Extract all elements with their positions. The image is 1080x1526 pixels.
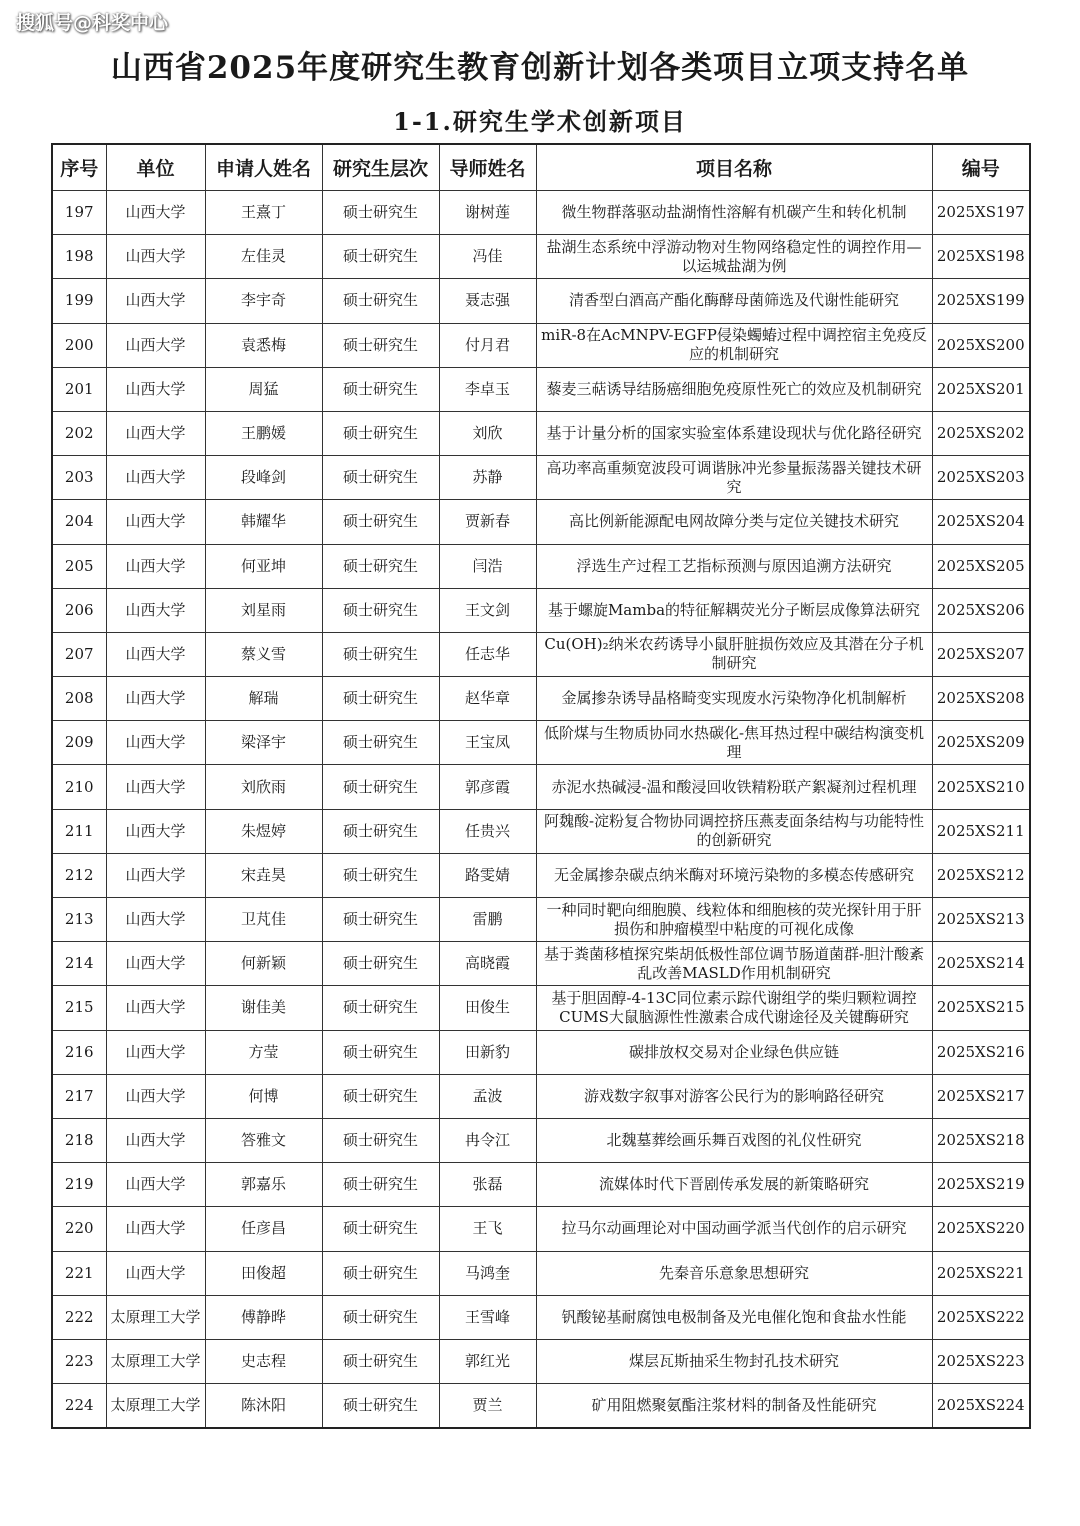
row-index: 206 [52, 588, 106, 632]
row-unit: 山西大学 [106, 367, 205, 411]
row-level: 硕士研究生 [322, 1074, 439, 1118]
row-code: 2025XS207 [932, 632, 1030, 676]
row-code: 2025XS206 [932, 588, 1030, 632]
row-code: 2025XS221 [932, 1251, 1030, 1295]
row-unit: 山西大学 [106, 809, 205, 853]
row-project: 阿魏酸-淀粉复合物协同调控挤压燕麦面条结构与功能特性的创新研究 [536, 809, 932, 853]
page-title: 山西省2025年度研究生教育创新计划各类项目立项支持名单 [110, 50, 970, 86]
row-applicant: 韩耀华 [205, 500, 322, 544]
row-code: 2025XS215 [932, 986, 1030, 1030]
row-advisor: 郭彦霞 [439, 765, 536, 809]
header-level: 研究生层次 [322, 144, 439, 191]
row-index: 201 [52, 367, 106, 411]
row-code: 2025XS202 [932, 411, 1030, 455]
row-index: 223 [52, 1339, 106, 1383]
table-body [52, 191, 1030, 1429]
table-row [52, 411, 1030, 455]
header-code: 编号 [932, 144, 1030, 191]
row-applicant: 答雅文 [205, 1118, 322, 1162]
row-code: 2025XS208 [932, 677, 1030, 721]
row-code: 2025XS214 [932, 942, 1030, 986]
row-code: 2025XS199 [932, 279, 1030, 323]
row-advisor: 贾兰 [439, 1384, 536, 1429]
table-row [52, 898, 1030, 942]
row-advisor: 马鸿奎 [439, 1251, 536, 1295]
row-unit: 山西大学 [106, 986, 205, 1030]
row-level: 硕士研究生 [322, 677, 439, 721]
row-index: 207 [52, 632, 106, 676]
row-applicant: 袁悉梅 [205, 323, 322, 367]
row-code: 2025XS210 [932, 765, 1030, 809]
row-index: 214 [52, 942, 106, 986]
row-project: 微生物群落驱动盐湖惰性溶解有机碳产生和转化机制 [536, 191, 932, 235]
row-unit: 山西大学 [106, 1207, 205, 1251]
row-project: 高功率高重频宽波段可调谐脉冲光参量振荡器关键技术研究 [536, 456, 932, 500]
row-advisor: 贾新春 [439, 500, 536, 544]
row-applicant: 刘星雨 [205, 588, 322, 632]
row-advisor: 赵华章 [439, 677, 536, 721]
row-applicant: 任彦昌 [205, 1207, 322, 1251]
row-unit: 山西大学 [106, 1074, 205, 1118]
row-code: 2025XS220 [932, 1207, 1030, 1251]
row-advisor: 郭红光 [439, 1339, 536, 1383]
row-code: 2025XS217 [932, 1074, 1030, 1118]
row-level: 硕士研究生 [322, 1207, 439, 1251]
row-unit: 山西大学 [106, 1118, 205, 1162]
table-row [52, 677, 1030, 721]
row-project: 金属掺杂诱导晶格畸变实现废水污染物净化机制解析 [536, 677, 932, 721]
row-unit: 山西大学 [106, 191, 205, 235]
table-row [52, 1074, 1030, 1118]
row-code: 2025XS223 [932, 1339, 1030, 1383]
table-row [52, 500, 1030, 544]
row-level: 硕士研究生 [322, 1118, 439, 1162]
row-project: 无金属掺杂碳点纳米酶对环境污染物的多模态传感研究 [536, 853, 932, 897]
table-row [52, 1118, 1030, 1162]
section-subtitle: 1-1.研究生学术创新项目 [393, 107, 687, 136]
row-applicant: 陈沐阳 [205, 1384, 322, 1429]
row-code: 2025XS224 [932, 1384, 1030, 1429]
row-applicant: 方莹 [205, 1030, 322, 1074]
row-unit: 山西大学 [106, 942, 205, 986]
row-unit: 山西大学 [106, 721, 205, 765]
table-row [52, 323, 1030, 367]
row-index: 224 [52, 1384, 106, 1429]
row-level: 硕士研究生 [322, 279, 439, 323]
row-unit: 太原理工大学 [106, 1295, 205, 1339]
row-project: 盐湖生态系统中浮游动物对生物网络稳定性的调控作用—以运城盐湖为例 [536, 235, 932, 279]
row-applicant: 朱煜婷 [205, 809, 322, 853]
watermark-text: 搜狐号@科奖中心 [16, 12, 169, 34]
row-advisor: 冯佳 [439, 235, 536, 279]
row-index: 199 [52, 279, 106, 323]
row-code: 2025XS203 [932, 456, 1030, 500]
row-code: 2025XS218 [932, 1118, 1030, 1162]
table-row [52, 1207, 1030, 1251]
row-advisor: 李卓玉 [439, 367, 536, 411]
row-level: 硕士研究生 [322, 235, 439, 279]
row-project: 浮选生产过程工艺指标预测与原因追溯方法研究 [536, 544, 932, 588]
row-advisor: 雷鹏 [439, 898, 536, 942]
table-row [52, 632, 1030, 676]
header-applicant: 申请人姓名 [205, 144, 322, 191]
row-project: 钒酸铋基耐腐蚀电极制备及光电催化饱和食盐水性能 [536, 1295, 932, 1339]
row-advisor: 聂志强 [439, 279, 536, 323]
table-row [52, 853, 1030, 897]
row-applicant: 田俊超 [205, 1251, 322, 1295]
row-level: 硕士研究生 [322, 544, 439, 588]
row-level: 硕士研究生 [322, 411, 439, 455]
row-applicant: 何亚坤 [205, 544, 322, 588]
row-unit: 太原理工大学 [106, 1339, 205, 1383]
table-row [52, 235, 1030, 279]
row-unit: 山西大学 [106, 1030, 205, 1074]
row-unit: 山西大学 [106, 765, 205, 809]
row-code: 2025XS205 [932, 544, 1030, 588]
row-level: 硕士研究生 [322, 1163, 439, 1207]
row-project: 高比例新能源配电网故障分类与定位关键技术研究 [536, 500, 932, 544]
row-index: 216 [52, 1030, 106, 1074]
row-advisor: 田新豹 [439, 1030, 536, 1074]
row-index: 219 [52, 1163, 106, 1207]
row-advisor: 刘欣 [439, 411, 536, 455]
row-unit: 山西大学 [106, 323, 205, 367]
row-project: 一种同时靶向细胞膜、线粒体和细胞核的荧光探针用于肝损伤和肿瘤模型中粘度的可视化成像 [536, 898, 932, 942]
row-applicant: 王鹏媛 [205, 411, 322, 455]
row-advisor: 付月君 [439, 323, 536, 367]
row-code: 2025XS213 [932, 898, 1030, 942]
row-level: 硕士研究生 [322, 898, 439, 942]
row-project: 基于粪菌移植探究柴胡低极性部位调节肠道菌群-胆汁酸紊乱改善MASLD作用机制研究 [536, 942, 932, 986]
table-row [52, 809, 1030, 853]
row-unit: 山西大学 [106, 544, 205, 588]
row-unit: 山西大学 [106, 588, 205, 632]
row-index: 218 [52, 1118, 106, 1162]
row-advisor: 王雪峰 [439, 1295, 536, 1339]
row-code: 2025XS209 [932, 721, 1030, 765]
row-advisor: 闫浩 [439, 544, 536, 588]
row-level: 硕士研究生 [322, 853, 439, 897]
row-level: 硕士研究生 [322, 1251, 439, 1295]
row-unit: 山西大学 [106, 632, 205, 676]
row-index: 210 [52, 765, 106, 809]
table-row [52, 1384, 1030, 1429]
row-level: 硕士研究生 [322, 1295, 439, 1339]
row-advisor: 路雯婧 [439, 853, 536, 897]
row-index: 212 [52, 853, 106, 897]
row-advisor: 王飞 [439, 1207, 536, 1251]
project-table [51, 143, 1031, 1429]
header-unit: 单位 [106, 144, 205, 191]
row-advisor: 苏静 [439, 456, 536, 500]
table-row [52, 367, 1030, 411]
row-level: 硕士研究生 [322, 1339, 439, 1383]
row-code: 2025XS197 [932, 191, 1030, 235]
row-applicant: 谢佳美 [205, 986, 322, 1030]
row-level: 硕士研究生 [322, 809, 439, 853]
table-row [52, 191, 1030, 235]
row-level: 硕士研究生 [322, 942, 439, 986]
row-advisor: 孟波 [439, 1074, 536, 1118]
row-code: 2025XS211 [932, 809, 1030, 853]
row-code: 2025XS198 [932, 235, 1030, 279]
row-unit: 山西大学 [106, 456, 205, 500]
row-index: 200 [52, 323, 106, 367]
row-project: 先秦音乐意象思想研究 [536, 1251, 932, 1295]
row-applicant: 史志程 [205, 1339, 322, 1383]
row-applicant: 何新颖 [205, 942, 322, 986]
row-advisor: 高晓霞 [439, 942, 536, 986]
table-row [52, 588, 1030, 632]
row-applicant: 左佳灵 [205, 235, 322, 279]
row-project: 赤泥水热碱浸-温和酸浸回收铁精粉联产絮凝剂过程机理 [536, 765, 932, 809]
row-applicant: 宋垚昊 [205, 853, 322, 897]
row-level: 硕士研究生 [322, 632, 439, 676]
row-index: 209 [52, 721, 106, 765]
row-code: 2025XS216 [932, 1030, 1030, 1074]
row-index: 205 [52, 544, 106, 588]
row-level: 硕士研究生 [322, 721, 439, 765]
table-header-row [52, 144, 1030, 191]
row-unit: 山西大学 [106, 500, 205, 544]
row-project: 煤层瓦斯抽采生物封孔技术研究 [536, 1339, 932, 1383]
row-project: 流媒体时代下晋剧传承发展的新策略研究 [536, 1163, 932, 1207]
row-project: 拉马尔动画理论对中国动画学派当代创作的启示研究 [536, 1207, 932, 1251]
table-row [52, 942, 1030, 986]
row-unit: 山西大学 [106, 1251, 205, 1295]
row-project: 基于螺旋Mamba的特征解耦荧光分子断层成像算法研究 [536, 588, 932, 632]
table-row [52, 1030, 1030, 1074]
row-index: 217 [52, 1074, 106, 1118]
table-row [52, 765, 1030, 809]
row-index: 221 [52, 1251, 106, 1295]
header-advisor: 导师姓名 [439, 144, 536, 191]
row-applicant: 李宇奇 [205, 279, 322, 323]
row-project: 游戏数字叙事对游客公民行为的影响路径研究 [536, 1074, 932, 1118]
row-level: 硕士研究生 [322, 765, 439, 809]
row-index: 220 [52, 1207, 106, 1251]
row-level: 硕士研究生 [322, 323, 439, 367]
row-unit: 太原理工大学 [106, 1384, 205, 1429]
table-row [52, 456, 1030, 500]
row-applicant: 周猛 [205, 367, 322, 411]
row-level: 硕士研究生 [322, 588, 439, 632]
row-level: 硕士研究生 [322, 1384, 439, 1429]
row-index: 202 [52, 411, 106, 455]
row-advisor: 冉令江 [439, 1118, 536, 1162]
row-index: 211 [52, 809, 106, 853]
row-level: 硕士研究生 [322, 191, 439, 235]
table-row [52, 1163, 1030, 1207]
row-unit: 山西大学 [106, 1163, 205, 1207]
row-applicant: 何博 [205, 1074, 322, 1118]
table-row [52, 721, 1030, 765]
row-index: 203 [52, 456, 106, 500]
table-row [52, 1339, 1030, 1383]
row-applicant: 卫芃佳 [205, 898, 322, 942]
row-index: 213 [52, 898, 106, 942]
table-row [52, 544, 1030, 588]
row-index: 208 [52, 677, 106, 721]
row-project: 北魏墓葬绘画乐舞百戏图的礼仪性研究 [536, 1118, 932, 1162]
row-advisor: 任贵兴 [439, 809, 536, 853]
row-level: 硕士研究生 [322, 1030, 439, 1074]
row-index: 222 [52, 1295, 106, 1339]
table-row [52, 1251, 1030, 1295]
row-applicant: 梁泽宇 [205, 721, 322, 765]
table-row [52, 986, 1030, 1030]
row-index: 204 [52, 500, 106, 544]
row-code: 2025XS200 [932, 323, 1030, 367]
row-applicant: 刘欣雨 [205, 765, 322, 809]
row-applicant: 解瑞 [205, 677, 322, 721]
header-project: 项目名称 [536, 144, 932, 191]
row-index: 215 [52, 986, 106, 1030]
row-code: 2025XS201 [932, 367, 1030, 411]
row-applicant: 傅静晔 [205, 1295, 322, 1339]
row-project: 基于计量分析的国家实验室体系建设现状与优化路径研究 [536, 411, 932, 455]
row-advisor: 田俊生 [439, 986, 536, 1030]
row-level: 硕士研究生 [322, 500, 439, 544]
row-code: 2025XS212 [932, 853, 1030, 897]
row-advisor: 谢树莲 [439, 191, 536, 235]
row-code: 2025XS219 [932, 1163, 1030, 1207]
row-code: 2025XS222 [932, 1295, 1030, 1339]
row-advisor: 王文剑 [439, 588, 536, 632]
row-applicant: 郭嘉乐 [205, 1163, 322, 1207]
row-project: 矿用阻燃聚氨酯注浆材料的制备及性能研究 [536, 1384, 932, 1429]
row-advisor: 张磊 [439, 1163, 536, 1207]
row-unit: 山西大学 [106, 677, 205, 721]
table-row [52, 1295, 1030, 1339]
row-level: 硕士研究生 [322, 367, 439, 411]
row-level: 硕士研究生 [322, 456, 439, 500]
row-unit: 山西大学 [106, 235, 205, 279]
row-applicant: 王熹丁 [205, 191, 322, 235]
header-index: 序号 [52, 144, 106, 191]
row-unit: 山西大学 [106, 853, 205, 897]
row-unit: 山西大学 [106, 898, 205, 942]
row-code: 2025XS204 [932, 500, 1030, 544]
row-applicant: 蔡义雪 [205, 632, 322, 676]
row-project: miR-8在AcMNPV-EGFP侵染蠋蝽过程中调控宿主免疫反应的机制研究 [536, 323, 932, 367]
row-project: 藜麦三萜诱导结肠癌细胞免疫原性死亡的效应及机制研究 [536, 367, 932, 411]
row-advisor: 王宝凤 [439, 721, 536, 765]
row-project: 清香型白酒高产酯化酶酵母菌筛选及代谢性能研究 [536, 279, 932, 323]
row-advisor: 任志华 [439, 632, 536, 676]
row-project: 碳排放权交易对企业绿色供应链 [536, 1030, 932, 1074]
row-project: Cu(OH)₂纳米农药诱导小鼠肝脏损伤效应及其潜在分子机制研究 [536, 632, 932, 676]
row-project: 基于胆固醇-4-13C同位素示踪代谢组学的柴归颗粒调控CUMS大鼠脑源性性激素合成代谢途径及关键酶研究 [536, 986, 932, 1030]
row-project: 低阶煤与生物质协同水热碳化-焦耳热过程中碳结构演变机理 [536, 721, 932, 765]
row-level: 硕士研究生 [322, 986, 439, 1030]
table-row [52, 279, 1030, 323]
row-index: 198 [52, 235, 106, 279]
row-index: 197 [52, 191, 106, 235]
row-unit: 山西大学 [106, 279, 205, 323]
row-unit: 山西大学 [106, 411, 205, 455]
row-applicant: 段峰剑 [205, 456, 322, 500]
